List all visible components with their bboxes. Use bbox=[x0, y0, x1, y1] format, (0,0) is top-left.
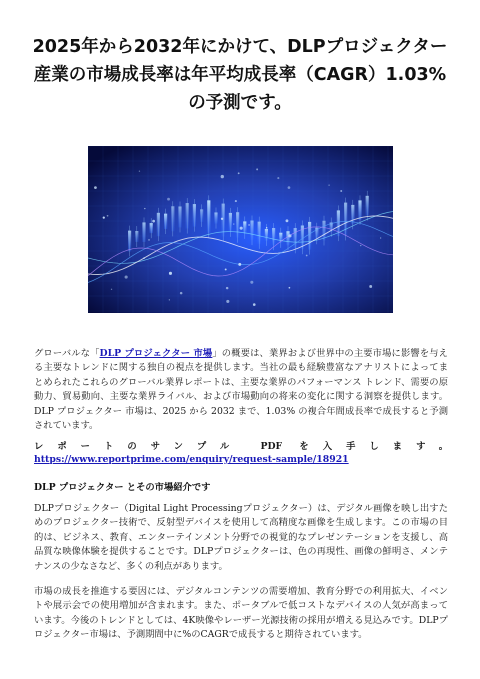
definition-paragraph: DLPプロジェクター（Digital Light Processingプロジェクター）は、デジタル画像を映し出すためのプロジェクター技術で、反射型デバイスを使用して高精度な画像を生成します。この市場の目的は、ビジネス、教育、エンターテインメント分野での視覚的なプレゼンテーションを支援し、高品質な映像体験を提供することです。DLPプロジェクターは、色の再現性、画像の鮮明さ、メンテナンスの少なさなど、多くの利点があります。 bbox=[34, 503, 448, 572]
financial-chart-image bbox=[88, 146, 393, 313]
intro-before-link: グローバルな「 bbox=[34, 348, 100, 359]
section-heading: DLP プロジェクター とその市場紹介です bbox=[34, 482, 211, 493]
intro-paragraph bbox=[34, 347, 448, 433]
chart-illustration-icon bbox=[88, 146, 393, 313]
sample-request bbox=[34, 441, 448, 466]
growth-paragraph: 市場の成長を推進する要因には、デジタルコンテンツの需要増加、教育分野での利用拡大、イベントや展示会での使用増加が含まれます。また、ポータブルで低コストなデバイスの人気が高まっています。今後のトレンドとしては、4K映像やレーザー光源技術の採用が増える見込みです。DLPプロジェクター市場は、予測期間中に%のCAGRで成長すると期待されています。 bbox=[34, 586, 448, 641]
intro-after-link: 」の概要は、業界および世界中の主要市場に影響を与える主要なトレンドに関する独自の視点を提供します。当社の最も経験豊富なアナリストによってまとめられたこれらのグローバル業界レポートは、主要な業界のパフォーマンス トレンド、需要の原動力、貿易動向、主要な業界ライバル、および市場動向の将来の変化に関する洞察を提供します。DLP プロジェクター 市場は、2025 から 2032 まで、1.03% の複合年間成長率で成長すると予測されています。 bbox=[34, 348, 448, 432]
market-link[interactable]: DLP プロジェクター 市場 bbox=[99, 348, 213, 359]
sample-label: レポートのサンプル PDF を入手します。 bbox=[34, 441, 448, 452]
sample-url-link[interactable]: https://www.reportprime.com/enquiry/request-sample/18921 bbox=[34, 453, 349, 465]
page-title: 2025年から2032年にかけて、DLPプロジェクター産業の市場成長率は年平均成長率（CAGR）1.03%の予測です。 bbox=[32, 37, 448, 113]
